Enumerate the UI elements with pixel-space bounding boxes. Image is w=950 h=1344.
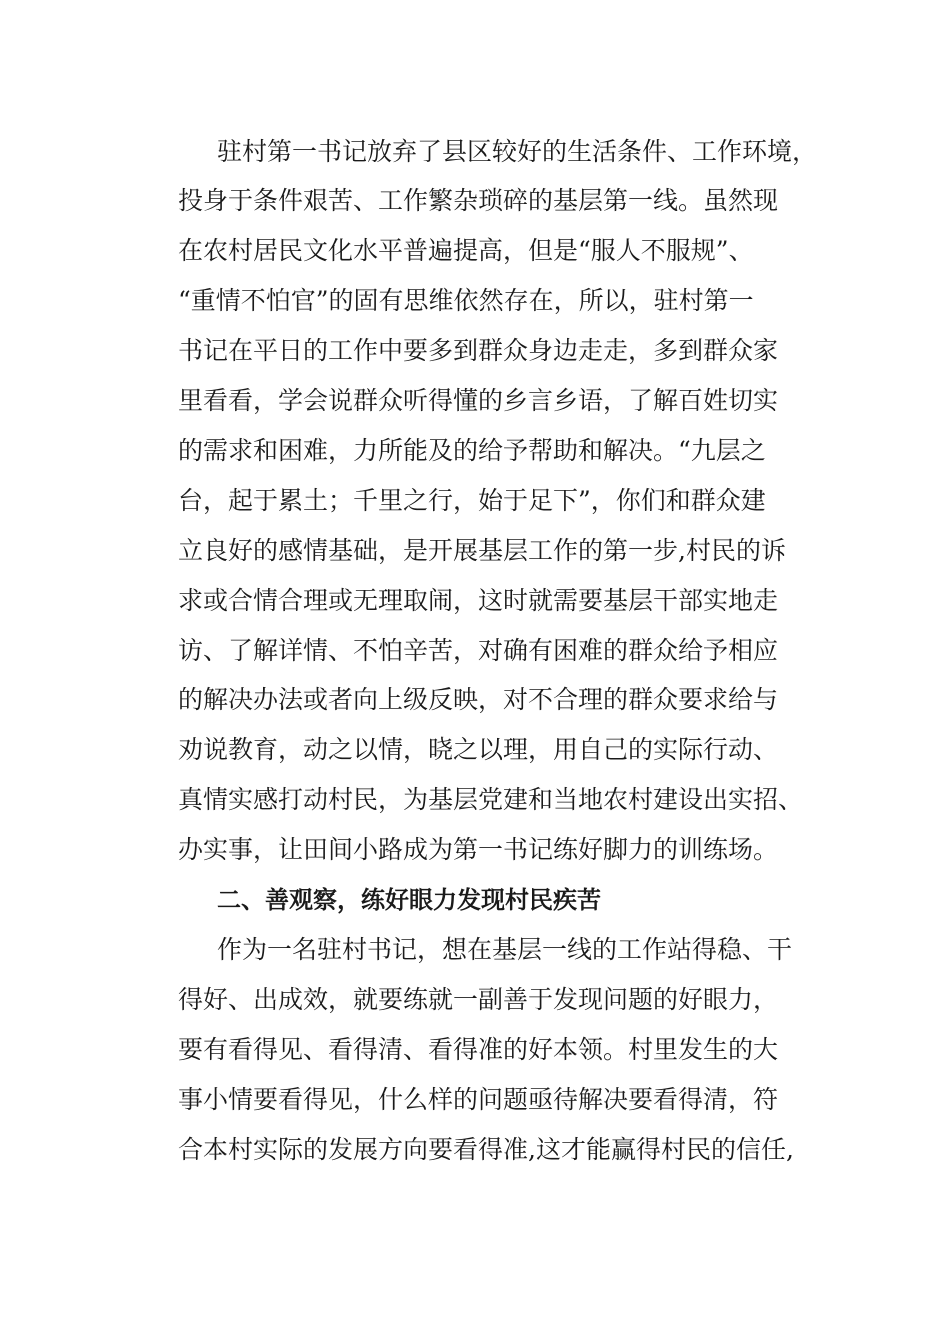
paragraph-line: 访、了解详情、不怕辛苦，对确有困难的群众给予相应 (178, 636, 779, 665)
paragraph-line: 驻村第一书记放弃了县区较好的生活条件、工作环境， (217, 137, 818, 166)
paragraph-line: 里看看，学会说群众听得懂的乡言乡语，了解百姓切实 (178, 386, 779, 415)
paragraph-line: 书记在平日的工作中要多到群众身边走走，多到群众家 (178, 336, 779, 365)
paragraph-line: 得好、出成效，就要练就一副善于发现问题的好眼力， (178, 985, 779, 1014)
paragraph-line: 事小情要看得见，什么样的问题亟待解决要看得清，符 (178, 1085, 779, 1114)
paragraph-line: 在农村居民文化水平普遍提高，但是“服人不服规”、 (178, 236, 754, 265)
paragraph-line: 求或合情合理或无理取闹，这时就需要基层干部实地走 (178, 586, 779, 615)
paragraph-line: “重情不怕官”的固有思维依然存在，所以，驻村第一 (178, 286, 754, 315)
paragraph-line: 要有看得见、看得清、看得准的好本领。村里发生的大 (178, 1035, 779, 1064)
paragraph-line: 办实事，让田间小路成为第一书记练好脚力的训练场。 (178, 835, 779, 864)
paragraph-line: 的需求和困难，力所能及的给予帮助和解决。“九层之 (178, 436, 766, 465)
section-heading: 二、善观察，练好眼力发现村民疾苦 (217, 886, 601, 914)
paragraph-line: 作为一名驻村书记，想在基层一线的工作站得稳、干 (217, 935, 793, 964)
paragraph-line: 投身于条件艰苦、工作繁杂琐碎的基层第一线。虽然现 (178, 186, 779, 215)
paragraph-line: 真情实感打动村民，为基层党建和当地农村建设出实招、 (178, 785, 804, 814)
paragraph-line: 劝说教育，动之以情，晓之以理，用自己的实际行动、 (178, 735, 779, 764)
paragraph-line: 立良好的感情基础，是开展基层工作的第一步,村民的诉 (178, 536, 786, 565)
paragraph-line: 的解决办法或者向上级反映，对不合理的群众要求给与 (178, 685, 779, 714)
paragraph-line: 台，起于累土；千里之行，始于足下”，你们和群众建 (178, 486, 766, 515)
paragraph-line: 合本村实际的发展方向要看得准,这才能赢得村民的信任, (178, 1135, 794, 1164)
